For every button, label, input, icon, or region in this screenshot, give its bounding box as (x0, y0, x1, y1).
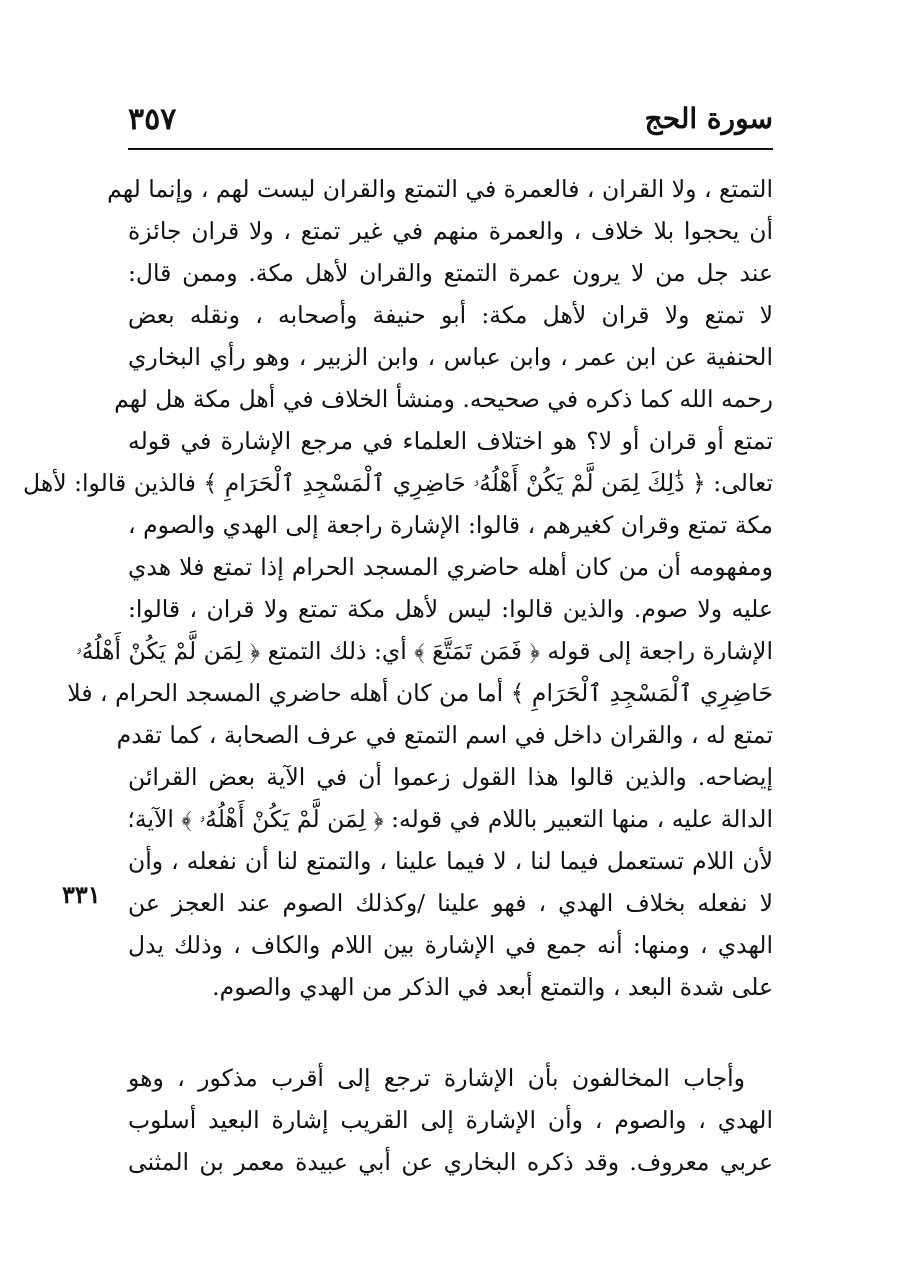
text-line: لا تمتع ولا قران لأهل مكة: أبو حنيفة وأصحابه ، ونقله بعض (128, 301, 773, 329)
paragraph-break (128, 1008, 773, 1057)
text-line: ومفهومه أن من كان أهله حاضري المسجد الحرام إذا تمتع فلا هدي (128, 553, 773, 581)
text-line: تمتع أو قران أو لا؟ هو اختلاف العلماء في مرجع الإشارة في قوله (128, 427, 773, 455)
text-line: مكة تمتع وقران كغيرهم ، قالوا: الإشارة راجعة إلى الهدي والصوم ، (128, 511, 773, 539)
text-line: الدالة عليه ، منها التعبير باللام في قوله: ﴿ لِمَن لَّمْ يَكُنْ أَهْلُهُۥ ﴾ الآية؛ (127, 805, 773, 833)
text-line: عليه ولا صوم. والذين قالوا: ليس لأهل مكة تمتع ولا قران ، قالوا: (128, 595, 773, 623)
text-line: الهدي ، ومنها: أنه جمع في الإشارة بين اللام والكاف ، وذلك يدل (128, 931, 773, 959)
text-line: عند جل من لا يرون عمرة التمتع والقران لأهل مكة. وممن قال: (128, 259, 773, 287)
text-line: الحنفية عن ابن عمر ، وابن عباس ، وابن الزبير ، وهو رأي البخاري (128, 343, 773, 371)
text-line: لأن اللام تستعمل فيما لنا ، لا فيما علينا ، والتمتع لنا أن نفعله ، وأن (128, 847, 773, 875)
text-line: الهدي ، والصوم ، وأن الإشارة إلى القريب إشارة البعيد أسلوب (128, 1106, 773, 1134)
text-line: أن يحجوا بلا خلاف ، والعمرة منهم في غير تمتع ، ولا قران جائزة (128, 217, 773, 245)
margin-page-reference: ٣٣١ (62, 880, 101, 909)
text-line: إيضاحه. والذين قالوا هذا القول زعموا أن في الآية بعض القرائن (128, 763, 773, 791)
text-line: تمتع له ، والقران داخل في اسم التمتع في عرف الصحابة ، كما تقدم (116, 721, 773, 749)
text-line: على شدة البعد ، والتمتع أبعد في الذكر من الهدي والصوم. (212, 973, 773, 1001)
text-line: التمتع ، ولا القران ، فالعمرة في التمتع والقران ليست لهم ، وإنما لهم (107, 175, 773, 203)
page-number: ٣٥٧ (128, 102, 177, 137)
text-line: وأجاب المخالفون بأن الإشارة ترجع إلى أقرب مذكور ، وهو (128, 1064, 745, 1092)
text-line: رحمه الله كما ذكره في صحيحه. ومنشأ الخلاف في أهل مكة هل لهم (114, 385, 773, 413)
text-line: عربي معروف. وقد ذكره البخاري عن أبي عبيدة معمر بن المثنى (128, 1148, 773, 1176)
page-header (128, 100, 773, 150)
running-head: سورة الحج (644, 102, 773, 135)
text-line: تعالى: ﴿ ذَٰلِكَ لِمَن لَّمْ يَكُنْ أَهْلُهُۥ حَاضِرِي ٱلْمَسْجِدِ ٱلْحَرَامِ ﴾ فالذين قالوا: لأهل (23, 469, 773, 497)
text-line: حَاضِرِي ٱلْمَسْجِدِ ٱلْحَرَامِ ﴾ أما من كان أهله حاضري المسجد الحرام ، فلا (67, 679, 773, 707)
text-line: الإشارة راجعة إلى قوله ﴿ فَمَن تَمَتَّعَ ﴾ أي: ذلك التمتع ﴿ لِمَن لَّمْ يَكُنْ أَهْلُهُۥ (75, 637, 773, 665)
text-line: لا نفعله بخلاف الهدي ، فهو علينا /وكذلك الصوم عند العجز عن (128, 889, 773, 917)
